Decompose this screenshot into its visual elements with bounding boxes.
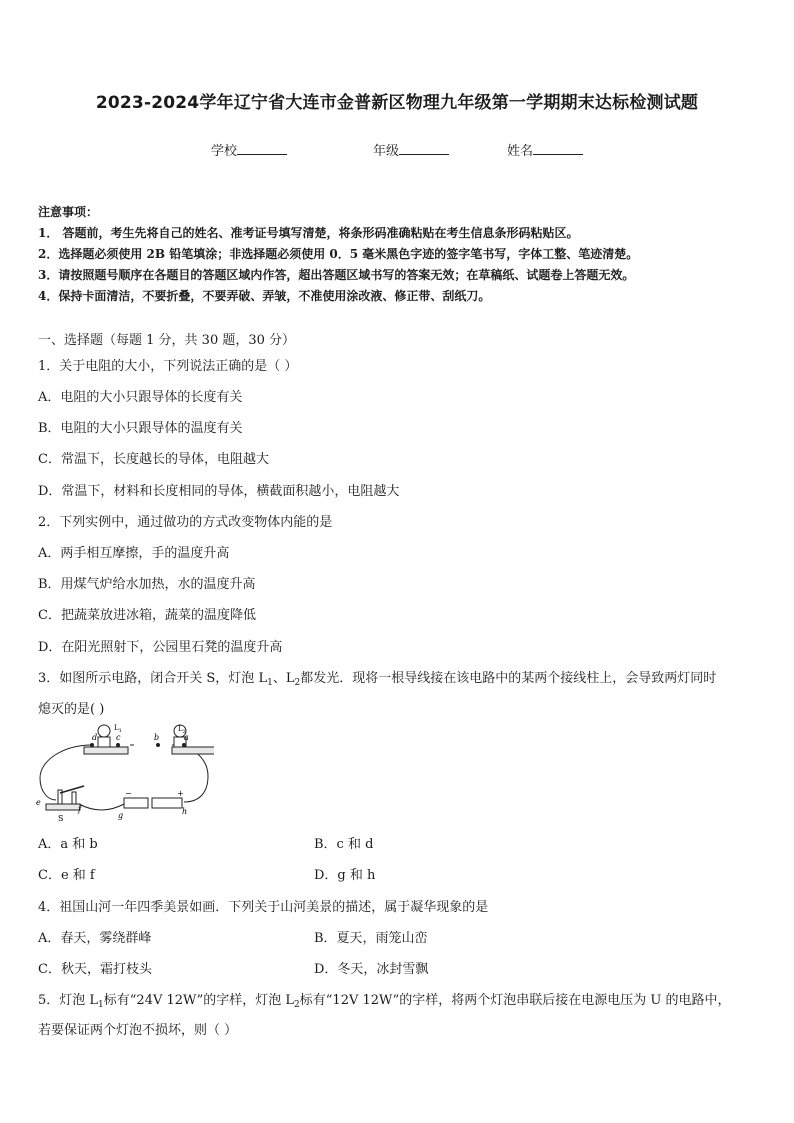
label-plus: + [177,789,184,798]
label-h: h [182,807,188,816]
terminal-b [156,743,160,747]
label-c: c [116,733,121,742]
subscript: 1 [98,1000,104,1010]
terminal-c [116,743,120,747]
school-field[interactable] [211,140,287,159]
q4-option-b[interactable]: B．夏天，雨笼山峦 [314,931,428,946]
q1-option-c[interactable]: C．常温下，长度越长的导体，电阻越大 [38,452,269,467]
q1-stem: 1．关于电阻的大小，下列说法正确的是（ ） [38,359,298,374]
switch-post [72,792,76,804]
battery-cell [152,798,182,808]
q2-option-d[interactable]: D．在阳光照射下，公园里石凳的温度升高 [38,640,283,655]
q5-stem-line2: 若要保证两个灯泡不损坏，则（ ） [38,1023,238,1038]
bulb-base-l1 [84,747,128,754]
q5-stem-part: 标有“12V 12W”的字样，将两个灯泡串联后接在电源电压为 U 的电路中， [299,993,731,1008]
q1-option-a[interactable]: A．电阻的大小只跟导体的长度有关 [38,390,243,405]
grade-blank[interactable] [399,143,449,155]
subscript: 1 [267,678,273,688]
q1-option-d[interactable]: D．常温下，材料和长度相同的导体，横截面积越小，电阻越大 [38,484,400,499]
name-label: 姓名 [507,144,534,159]
grade-field[interactable] [373,140,449,159]
q4-stem: 4．祖国山河一年四季美景如画．下列关于山河美景的描述，属于凝华现象的是 [38,900,489,915]
q3-option-b[interactable]: B．c 和 d [314,837,374,852]
bulb-l1-icon [98,725,110,737]
q3-option-c[interactable]: C．e 和 f [38,868,95,883]
label-a: a [184,733,189,742]
label-l1: $L_1$ [114,724,122,734]
q4-option-d[interactable]: D．冬天，冰封雪飘 [314,962,429,977]
q5-stem-part: 5．灯泡 L [38,993,99,1008]
page-title: 2023-2024学年辽宁省大连市金普新区物理九年级第一学期期末达标检测试题 [95,93,699,113]
q4-option-c[interactable]: C．秋天，霜打枝头 [38,962,152,977]
school-blank[interactable] [237,143,287,155]
school-label: 学校 [211,144,238,159]
label-s: S [58,814,64,822]
notice-heading: 注意事项： [38,205,99,219]
terminal-d [90,743,94,747]
q5-stem [38,989,731,1010]
label-d: d [92,733,98,742]
notice-item: 2．选择题必须使用 2B 铅笔填涂；非选择题必须使用 0．5 毫米黑色字迹的签字笔书写，字体工整、笔迹清楚。 [38,247,639,261]
label-l2: $L_2$ [178,725,186,735]
q2-option-c[interactable]: C．把蔬菜放进冰箱，蔬菜的温度降低 [38,608,256,623]
name-blank[interactable] [533,143,583,155]
switch-base [46,804,80,810]
name-field[interactable] [507,140,583,159]
q2-option-a[interactable]: A．两手相互摩擦，手的温度升高 [38,546,230,561]
q3-stem-part: 都发光．现将一根导线接在该电路中的某两个接线柱上，会导致两灯同时 [300,671,717,686]
q3-option-a[interactable]: A．a 和 b [38,837,98,852]
battery-cell [124,798,148,808]
notice-item: 3．请按照题号顺序在各题目的答题区域内作答，超出答题区域书写的答案无效；在草稿纸、试题卷上答题无效。 [38,268,635,282]
label-g: g [118,811,124,820]
q5-stem-part: 标有“24V 12W”的字样，灯泡 L [103,993,295,1008]
notice-item: 1． 答题前，考生先将自己的姓名、准考证号填写清楚，将条形码准确粘贴在考生信息条形码粘贴区。 [38,226,579,240]
subscript: 2 [294,1000,300,1010]
circuit-diagram [34,720,214,822]
section-heading: 一、选择题（每题 1 分，共 30 题，30 分） [38,333,296,348]
q3-stem-part: 、L [272,671,295,686]
grade-label: 年级 [373,144,400,159]
q2-stem: 2．下列实例中，通过做功的方式改变物体内能的是 [38,515,333,530]
q3-stem-line2: 熄灭的是( ) [38,702,105,717]
bulb-holder-l1 [98,737,110,747]
label-e: e [36,798,41,807]
bulb-base-l2 [172,747,214,754]
subscript: 2 [294,678,301,688]
terminal-a [182,743,186,747]
label-f: f [78,805,81,814]
label-b: b [154,733,160,742]
circuit-wire [79,804,124,810]
q3-option-d[interactable]: D．g 和 h [314,868,376,883]
q4-option-a[interactable]: A．春天，雾绕群峰 [38,931,152,946]
label-minus: − [125,789,132,798]
notice-item: 4．保持卡面清洁，不要折叠，不要弄破、弄皱，不准使用涂改液、修正带、刮纸刀。 [38,289,491,303]
q1-option-b[interactable]: B．电阻的大小只跟导体的温度有关 [38,421,243,436]
q3-stem-part: 3．如图所示电路，闭合开关 S，灯泡 L [38,671,268,686]
q3-stem [38,667,716,688]
q2-option-b[interactable]: B．用煤气炉给水加热，水的温度升高 [38,577,256,592]
